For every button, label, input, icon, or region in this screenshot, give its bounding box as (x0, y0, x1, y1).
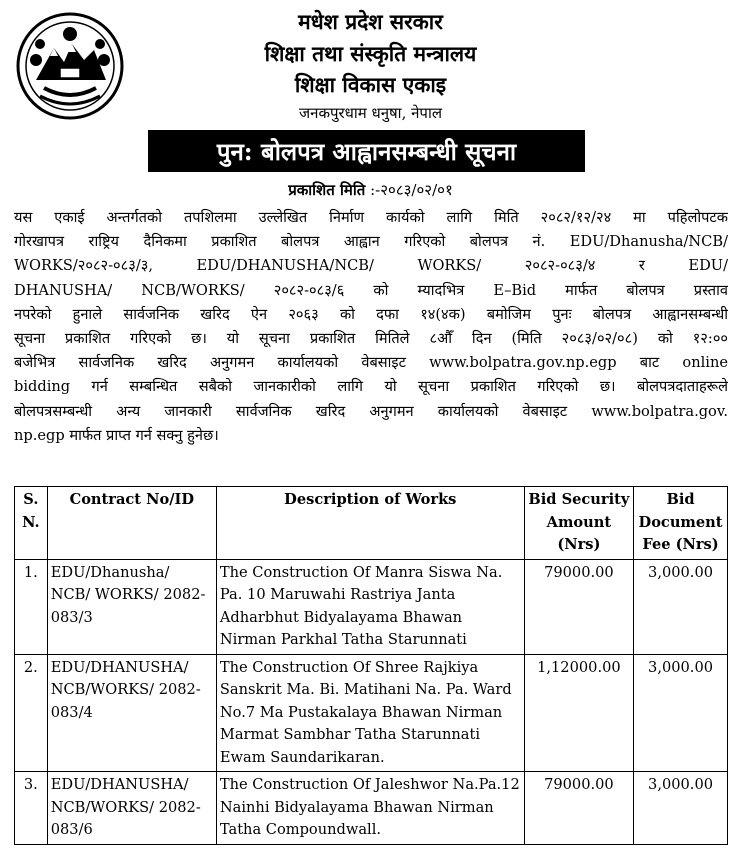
table-header-row (15, 487, 728, 560)
table-row (15, 559, 728, 654)
table-row (15, 772, 728, 845)
header-contract: Contract No/ID (47, 487, 216, 560)
header-bid-security: Bid Security Amount (Nrs) (524, 487, 633, 560)
row-sn: 3. (15, 772, 48, 845)
notice-body (14, 206, 728, 448)
row-document-fee: 3,000.00 (634, 559, 728, 654)
published-date (0, 180, 741, 200)
published-date-value: :-२०८३/०२/०१ (370, 181, 453, 199)
header-line-province: मधेश प्रदेश सरकार (298, 9, 443, 34)
header-document-fee: Bid Document Fee (Nrs) (634, 487, 728, 560)
row-document-fee: 3,000.00 (634, 772, 728, 845)
body-line: नपरेको हुनाले सार्वजनिक खरिद ऐन २०६३ को दफा १४(४क) बमोजिम पुनः बोलपत्र आह्वानसम्बन्धी (14, 305, 728, 323)
row-bid-security: 79000.00 (524, 772, 633, 845)
row-bid-security: 79000.00 (524, 559, 633, 654)
row-description: The Construction Of Manra Siswa Na. Pa. 10 Maruwahi Rastriya Janta Adharbhut Bidyalayama Bhawan Nirman Parkhal Tatha Starunnati (216, 559, 524, 654)
header-line-unit: शिक्षा विकास एकाइ (294, 72, 447, 97)
header-sn: S. N. (15, 487, 48, 560)
body-line: बजेभित्र सार्वजनिक खरिद अनुगमन कार्यालयको वेबसाइट www.bolpatra.gov.np.egp बाट online (14, 354, 728, 372)
body-line: np.egp मार्फत प्राप्त गर्न सक्नु हुनेछ। (14, 426, 219, 444)
row-sn: 2. (15, 654, 48, 772)
body-line: DHANUSHA/ NCB/WORKS/ २०८२-०८३/६ को म्यादभित्र E–Bid मार्फत बोलपत्र प्रस्ताव (14, 281, 728, 299)
works-table (14, 486, 728, 845)
row-document-fee: 3,000.00 (634, 654, 728, 772)
row-description: The Construction Of Shree Rajkiya Sanskrit Ma. Bi. Matihani Na. Pa. Ward No.7 Ma Pustakalaya Bhawan Nirman Marmat Sambhar Tatha Starunnati Ewam Saundarikaran. (216, 654, 524, 772)
header-line-ministry: शिक्षा तथा संस्कृति मन्त्रालय (264, 41, 477, 66)
body-line: यस एकाई अन्तर्गतको तपशिलमा उल्लेखित निर्माण कार्यको लागि मिति २०८२/१२/२४ मा पहिलोपटक (14, 209, 728, 226)
body-line: सूचना प्रकाशित गरिएको छ। यो सूचना प्रकाशित मितिले ८औँ दिन (मिति २०८३/०२/०८) को १२:०० (14, 329, 728, 347)
body-line: गोरखापत्र राष्ट्रिय दैनिकमा प्रकाशित बोलपत्र आह्वान गरिएको बोलपत्र नं. EDU/Dhanusha/NCB/ (14, 233, 728, 251)
table-row (15, 654, 728, 772)
body-line: WORKS/२०८२-०८३/३, EDU/DHANUSHA/NCB/ WORKS/ २०८२-०८३/४ र EDU/ (14, 257, 728, 275)
row-contract: EDU/DHANUSHA/ NCB/WORKS/ 2082-083/4 (47, 654, 216, 772)
published-date-label: प्रकाशित मिति (288, 181, 366, 199)
header-description: Description of Works (216, 487, 524, 560)
row-contract: EDU/Dhanusha/ NCB/ WORKS/ 2082-083/3 (47, 559, 216, 654)
row-contract: EDU/DHANUSHA/ NCB/WORKS/ 2082-083/6 (47, 772, 216, 845)
row-sn: 1. (15, 559, 48, 654)
notice-title: पुन: बोलपत्र आह्वानसम्बन्धी सूचना (216, 136, 517, 166)
row-description: The Construction Of Jaleshwor Na.Pa.12 Nainhi Bidyalayama Bhawan Nirman Tatha Compoundwall. (216, 772, 524, 845)
row-bid-security: 1,12000.00 (524, 654, 633, 772)
header-line-address: जनकपुरधाम धनुषा, नेपाल (298, 104, 443, 122)
body-line: bidding गर्न सम्बन्धित सबैको जानकारीको लागि यो सूचना प्रकाशित गरिएको छ। बोलपत्रदाताहरूले (14, 378, 728, 396)
notice-title-banner (148, 130, 585, 172)
body-line: बोलपत्रसम्बन्धी अन्य जानकारी सार्वजनिक खरिद अनुगमन कार्यालयको वेबसाइट www.bolpatra.gov. (14, 402, 728, 420)
